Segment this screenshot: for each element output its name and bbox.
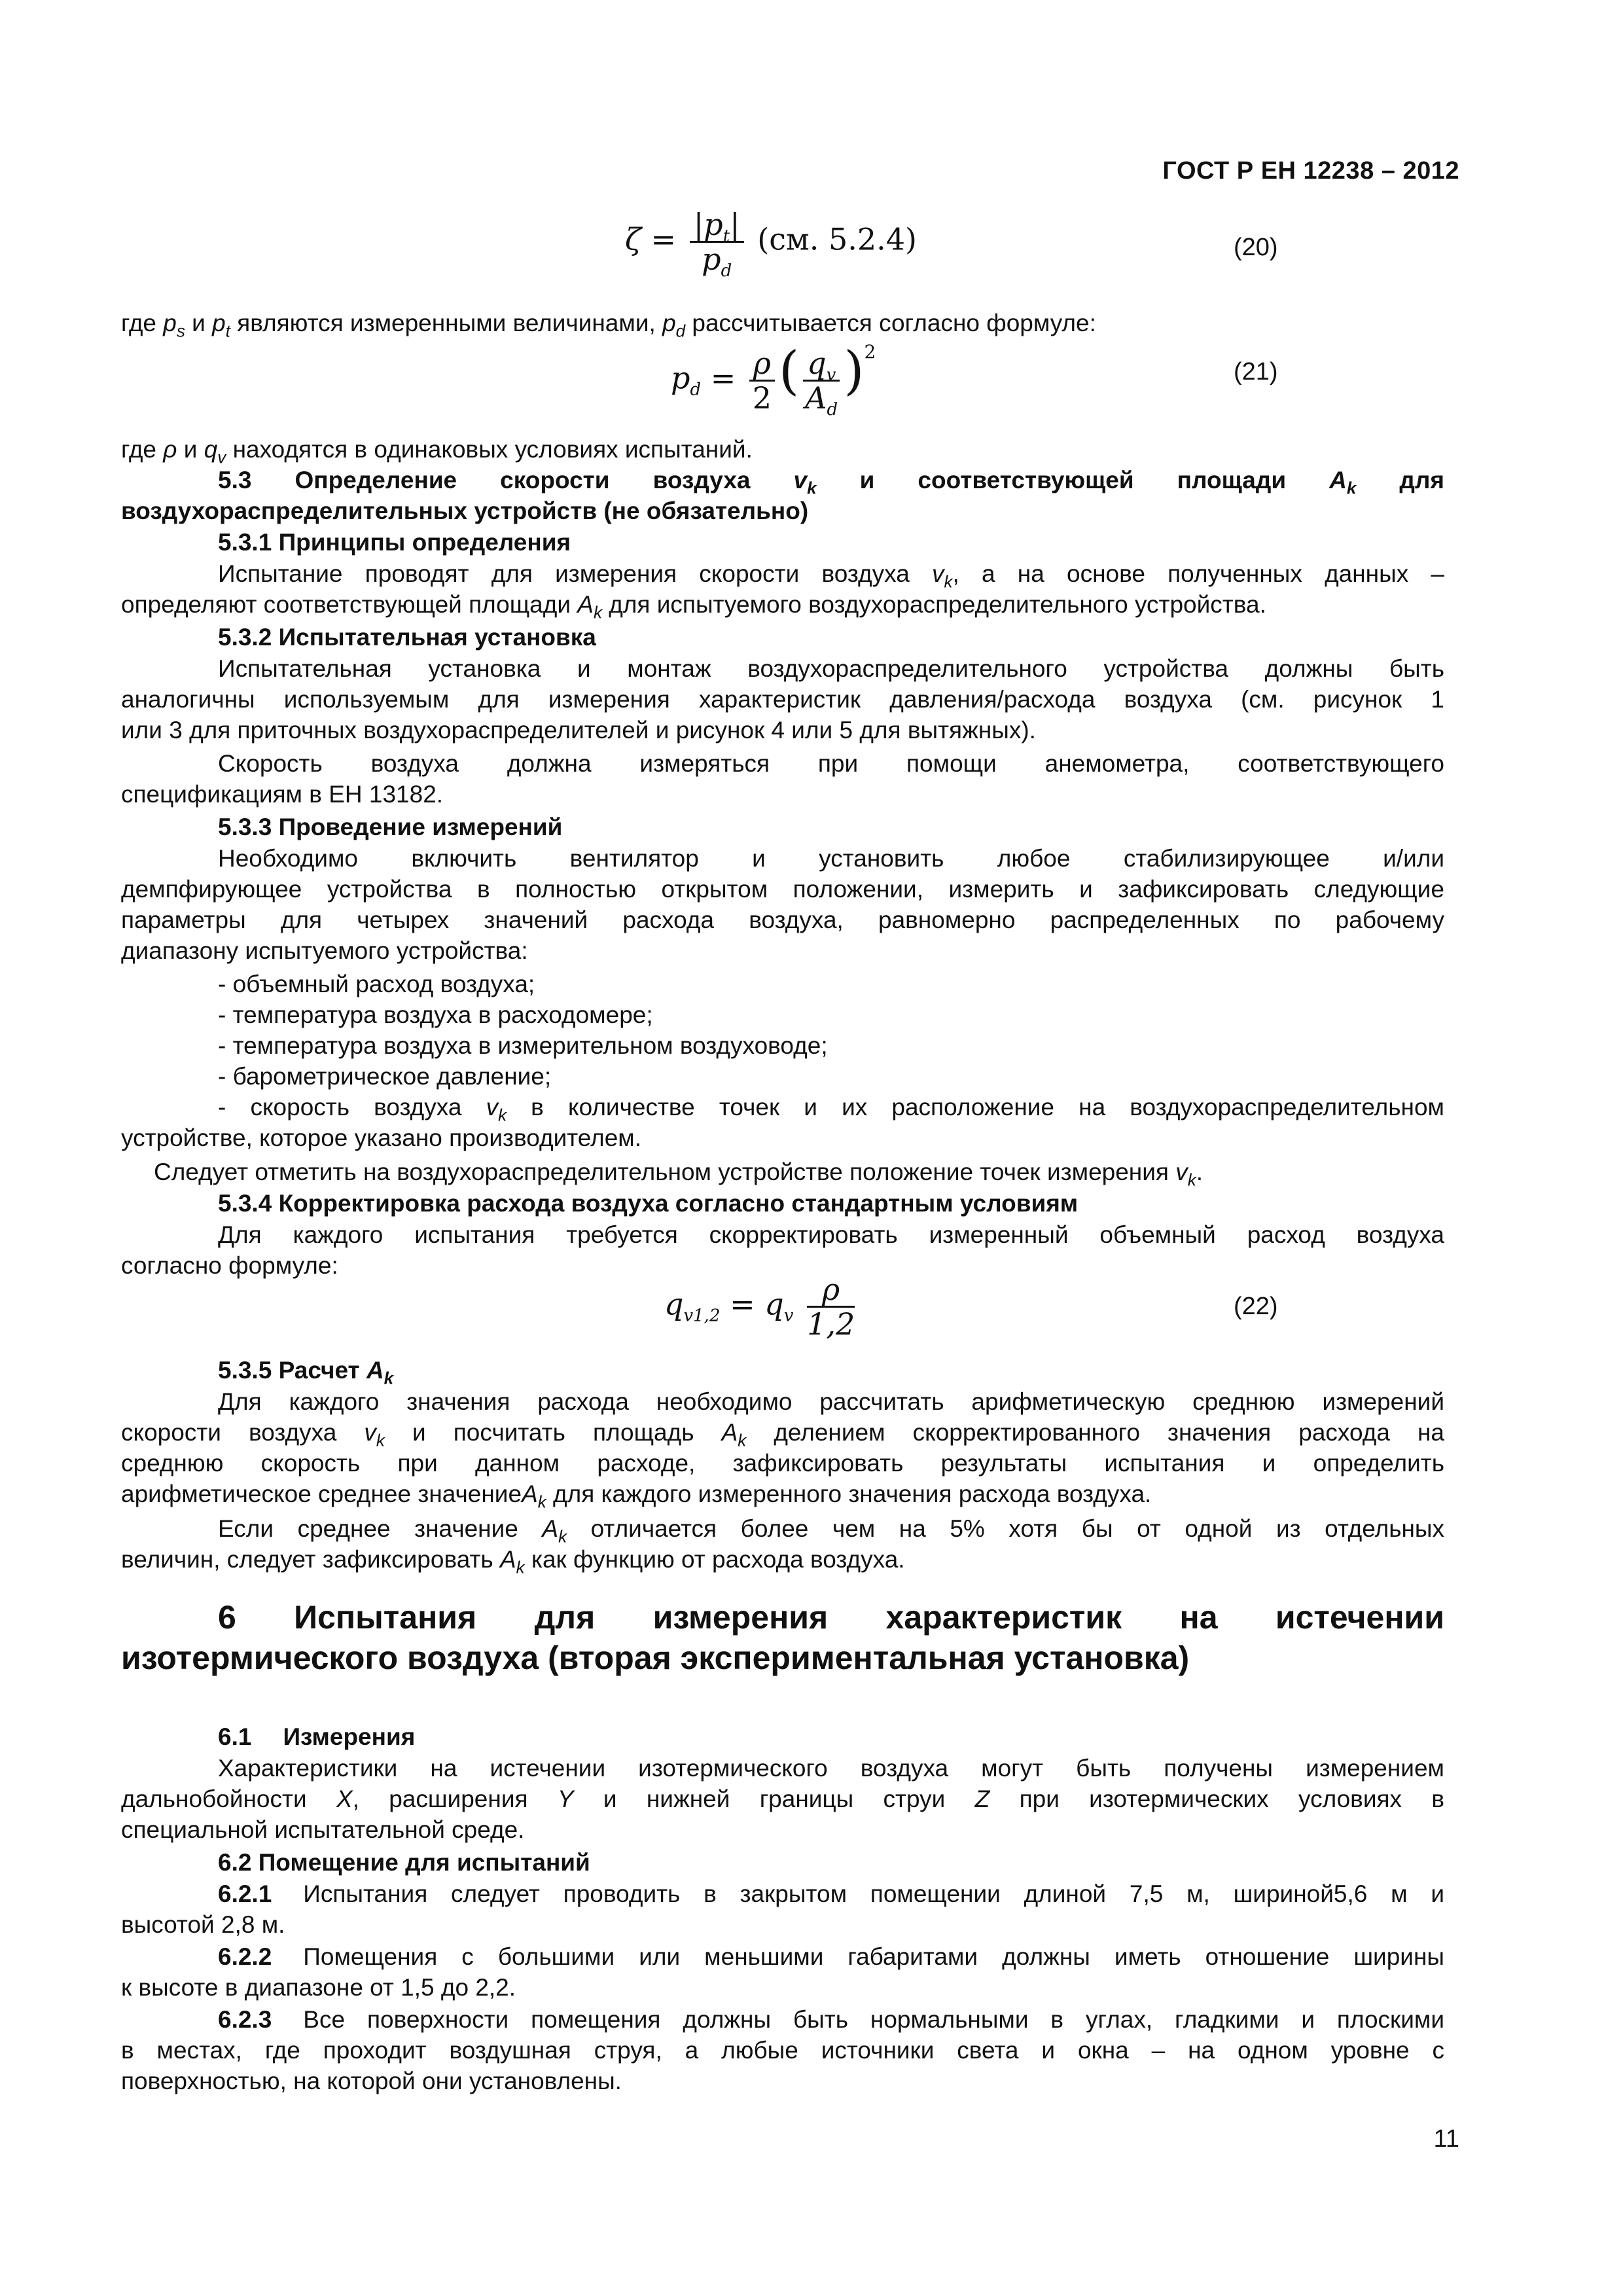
list-5-3-3: - объемный расход воздуха; - температура воздуха в расходомере; - температура воздуха в измерительном воздуховоде; - барометрическое давление; - скорость воздуха $v_k$ в количестве точек и их расположение на воздухораспределительном устройстве, которое указано производителем.	[121, 969, 1444, 1153]
paragraph-5-3-3: Необходимо включить вентилятор и установить любое стабилизирующее и/или демпфирующее устройства в полностью открытом положении, измерить и зафиксировать следующие параметры для четырех значений расхода воздуха, равномерно распределенных по рабочему диапазону испытуемого устройства:	[121, 845, 1444, 964]
formula-20-lhs: ζ =	[625, 221, 677, 257]
paragraph-5-3-2-a: Испытательная установка и монтаж воздухораспределительного устройства должны быть аналогичны используемым для измерения характеристик давления/расхода воздуха (см. рисунок 1 или 3 для приточных воздухораспределителей и рисунок 4 или 5 для вытяжных).	[121, 655, 1444, 744]
paragraph-6-1: Характеристики на истечении изотермического воздуха могут быть получены измерением дальнобойности X, расширения Y и нижней границы струи Z при изотермических условиях в специальной испытательной среде.	[121, 1755, 1444, 1843]
formula-20	[625, 207, 917, 281]
formula-21-number: (21)	[1234, 358, 1278, 386]
document-header: ГОСТ Р ЕН 12238 – 2012	[1162, 157, 1459, 185]
list-item: - барометрическое давление;	[218, 1063, 552, 1090]
paragraph-6-2-1: 6.2.1 Испытания следует проводить в закрытом помещении длиной 7,5 м, шириной5,6 м и высотой 2,8 м.	[121, 1880, 1444, 1938]
paragraph-5-3-1: Испытание проводят для измерения скорости воздуха $v_k$, а на основе полученных данных – определяют соответствующей площади $A_k$ для испытуемого воздухораспределительного устройства.	[121, 560, 1444, 622]
formula-20-reference: (см. 5.2.4)	[757, 221, 917, 257]
formula-21: $p_d$ = $\frac{\rho}{2}$ ( $\frac{q_v}{A_d}$ )$^2$	[671, 340, 876, 420]
heading-5-3-4: 5.3.4 Корректировка расхода воздуха согласно стандартным условиям	[218, 1190, 1079, 1217]
paragraph-5-3-5-a: Для каждого значения расхода необходимо рассчитать арифметическую среднюю измерений скорости воздуха $v_k$ и посчитать площадь $A_k$ делением скорректированного значения расхода на среднюю скорость при данном расходе, зафиксировать результаты испытания и определить арифметическое среднее значениеA$_k$ для каждого измеренного значения расхода воздуха.	[121, 1388, 1444, 1512]
paragraph-5-3-3-note: Следует отметить на воздухораспределительном устройстве положение точек измерения $v_k$.	[154, 1158, 1204, 1190]
paragraph-6-2-3: 6.2.3 Все поверхности помещения должны быть нормальными в углах, гладкими и плоскими в местах, где проходит воздушная струя, а любые источники света и окна – на одном уровне с поверхностью, на которой они установлены.	[121, 2006, 1444, 2094]
list-item: - скорость воздуха $v_k$ в количестве точек и их расположение на воздухораспределительном	[218, 1094, 1444, 1125]
heading-5-3-3: 5.3.3 Проведение измерений	[218, 814, 563, 840]
paragraph-where-21: где ρ и $q_v$ находятся в одинаковых условиях испытаний.	[121, 436, 753, 467]
formula-22-fraction: $\frac{\rho}{1,2}$	[807, 1272, 855, 1342]
formula-20-number: (20)	[1234, 234, 1278, 261]
heading-5-3-1: 5.3.1 Принципы определения	[218, 529, 571, 556]
formula-22-number: (22)	[1234, 1293, 1278, 1320]
paragraph-5-3-2-b: Скорость воздуха должна измеряться при помощи анемометра, соответствующего спецификациям в ЕН 13182.	[121, 750, 1444, 808]
heading-5-3-5: 5.3.5 Расчет $A_k$	[218, 1357, 394, 1388]
paragraph-5-3-5-b: Если среднее значение $A_k$ отличается более чем на 5% хотя бы от одной из отдельных величин, следует зафиксировать $A_k$ как функцию от расхода воздуха.	[121, 1515, 1444, 1577]
list-item: - температура воздуха в расходомере;	[218, 1001, 653, 1028]
paragraph-6-2-2: 6.2.2 Помещения с большими или меньшими габаритами должны иметь отношение ширины к высоте в диапазоне от 1,5 до 2,2.	[121, 1943, 1444, 2001]
heading-6-2: 6.2 Помещение для испытаний	[218, 1849, 590, 1876]
heading-5-3-2: 5.3.2 Испытательная установка	[218, 624, 596, 651]
formula-21-q-over-a: $\frac{q_v}{A_d}$	[803, 347, 840, 414]
heading-5-3: 5.3 Определение скорости воздуха $v_k$ и соответствующей площади $A_k$ для воздухораспределительных устройств (не обязательно)	[121, 467, 1445, 524]
formula-21-rho-over-2: $\frac{\rho}{2}$	[749, 347, 775, 414]
paragraph-where-20: где $p_s$ и $p_t$ являются измеренными величинами, $p_d$ рассчитывается согласно формуле:	[121, 310, 1096, 341]
page-number: 11	[1433, 2125, 1459, 2153]
heading-section-6: 6 Испытания для измерения характеристик на истечении изотермического воздуха (вторая экспериментальная установка)	[121, 1599, 1444, 1676]
formula-20-fraction: $\frac{|p_t|}{p_d}$	[690, 208, 744, 276]
formula-22: $q_{v1,2} = q_v$ $\frac{\rho}{1,2}$	[664, 1272, 855, 1342]
list-item: - объемный расход воздуха;	[218, 971, 535, 997]
heading-6-1: 6.1 Измерения	[218, 1723, 416, 1750]
list-item: - температура воздуха в измерительном воздуховоде;	[218, 1032, 828, 1059]
paragraph-5-3-4: Для каждого испытания требуется скорректировать измеренный объемный расход воздуха согласно формуле:	[121, 1221, 1444, 1279]
